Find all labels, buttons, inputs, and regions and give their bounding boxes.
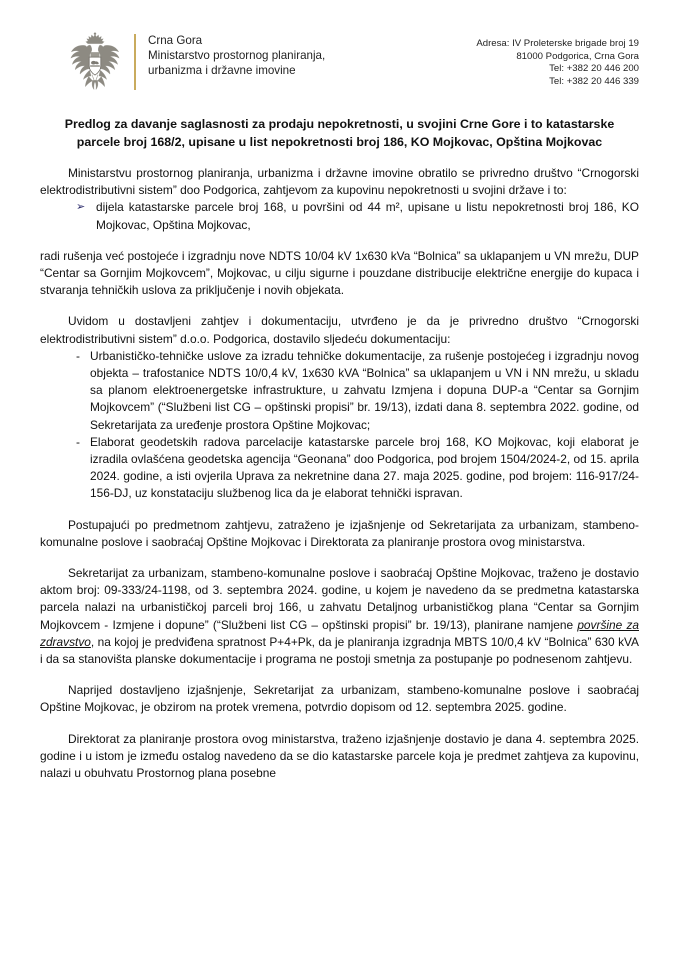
paragraph-secretariat-opinion [40, 565, 639, 668]
address-line: Adresa: IV Proleterske brigade broj 19 [476, 38, 639, 49]
phone-line-1: Tel: +382 20 446 200 [549, 63, 639, 75]
letterhead-divider [134, 34, 136, 90]
institution-name [148, 32, 325, 92]
country-name: Crna Gora [148, 34, 203, 47]
list-item-text: Urbanističko-tehničke uslove za izradu tehničke dokumentacije, za rušenje postojećeg i izgradnju novog objekta – trafostanice NDTS 10/0,4 kV, 1x630 kVA “Bolnica” sa uklapanjem u VN i NN mrežu, u skladu sa planom elektroenergetske infrastrukture, u zahvatu Izmjena i dopuna DUP-a “Centar sa Gornjim Mojkovcem” (“Službeni list CG – opštinski propisi” br. 19/13), izdati dana 8. septembra 2022. godine, od Sekretarijata za uređenje prostora Opštine Mojkovac; [90, 348, 639, 432]
list-item [40, 348, 639, 434]
paragraph-request-intro: Ministarstvu prostornog planiranja, urbanizma i državne imovine obratilo se privredno društvo “Crnogorski elektrodistributivni sistem” doo Podgorica, zahtjevom za kupovinu nepokretnosti u svojini države i to: [40, 166, 639, 198]
document-body [40, 165, 639, 782]
document-title: Predlog za davanje saglasnosti za prodaju nepokretnosti, u svojini Crne Gore i to katastarske parcele broj 168/2, upisane u list nepokretnosti broj 186, KO Mojkovac, Opština Mojkovac [64, 117, 615, 149]
paragraph-documentation-intro: Uvidom u dostavljeni zahtjev i dokumentaciju, utvrđeno je da je privredno društvo “Crnogorski elektrodistributivni sistem” d.o.o. Podgorica, dostavilo sljedeću dokumentaciju: [40, 314, 639, 346]
secretariat-opinion-part-2: , na kojoj je predviđena spratnost P+4+Pk, da je planiranja izgradnja MBTS 10/0,4 kV “Bolnica” 630 kVA i da sa stanovišta planske dokumentacije i programa ne postoji smetnja za postupanje po podnesenom zahtjevu. [40, 634, 639, 667]
dash-bullet-icon: - [76, 348, 80, 363]
paragraph-purpose: radi rušenja već postojeće i izgradnju nove NDTS 10/04 kV 1x630 kVa “Bolnica” sa uklapanjem u VN mrežu, DUP “Centar sa Gornjim Mojkovcem”, Mojkovac, u cilju sigurne i pouzdane distribucije električne energije do kupaca i stvaranja tehničkih uslova za priključenje i novih objekata. [40, 248, 639, 298]
dash-bullet-icon: - [76, 434, 80, 449]
arrow-bullet-icon: ➢ [76, 201, 86, 214]
secretariat-opinion-part-1: Sekretarijat za urbanizam, stambeno-komunalne poslove i saobraćaj Opštine Mojkovac, traženo je dostavio aktom broj: 09-333/24-1198, od 3. septembra 2024. godine, u kojem je navedeno da se predmetna katastarska parcela nalazi na urbanističkoj parceli broj 166, u zahvatu Detaljnog urbanističkog plana “Centar sa Gornjim Mojkovcem - Izmjene i dopune” (“Službeni list CG – opštinski propisi” br. 19/13), planirane namjene [40, 566, 639, 632]
documentation-list [40, 348, 639, 503]
letterhead-identity [40, 32, 325, 92]
list-item-text: dijela katastarske parcele broj 168, u površini od 44 m², upisane u listu nepokretnosti broj 186, KO Mojkovac, Opština Mojkovac, [96, 200, 639, 232]
paragraph-secretariat-confirmation: Naprijed dostavljeno izjašnjenje, Sekretarijat za urbanizam, stambeno-komunalne poslove i saobraćaj Opštine Mojkovac, je obzirom na protek vremena, potvrdio dopisom od 12. septembra 2025. godine. [40, 683, 639, 715]
paragraph-directorate-opinion: Direktorat za planiranje prostora ovog ministarstva, traženo izjašnjenje dostavio je dana 4. septembra 2025. godine i u istom je između ostalog navedeno da se dio katastarske parcele koja je predmet zahtjeva za kupovinu, nalazi u obuhvatu Prostornog plana posebne [40, 731, 639, 781]
city-line: 81000 Podgorica, Crna Gora [516, 50, 639, 62]
contact-block [476, 32, 639, 88]
planned-purpose-emphasis: površine za zdravstvo [40, 617, 639, 649]
list-item [40, 199, 639, 233]
phone-line-2: Tel: +382 20 446 339 [549, 75, 639, 87]
ministry-name-line-2: urbanizma i državne imovine [148, 64, 296, 78]
montenegro-coat-of-arms-icon [66, 32, 124, 92]
ministry-name-line-1: Ministarstvo prostornog planiranja, [148, 49, 326, 63]
list-item [40, 434, 639, 503]
list-item-text: Elaborat geodetskih radova parcelacije katastarske parcele broj 168, KO Mojkovac, koji elaborat je izradila ovlašćena geodetska agencija “Geonana” doo Podgorica, pod brojem 1504/2024-2, od 15. aprila 2024. godine, a isti ovjerila Uprava za nekretnine dana 27. maja 2025. godine, pod brojem: 116-917/24-156-DJ, uz konstataciju službenog lica da je elaborat tehnički ispravan. [90, 434, 639, 501]
requested-property-list [40, 199, 639, 233]
letterhead [40, 30, 639, 98]
paragraph-opinion-request: Postupajući po predmetnom zahtjevu, zatraženo je izjašnjenje od Sekretarijata za urbanizam, stambeno-komunalne poslove i saobraćaj Opštine Mojkovac i Direktorata za planiranje prostora ovog ministarstva. [40, 517, 639, 549]
